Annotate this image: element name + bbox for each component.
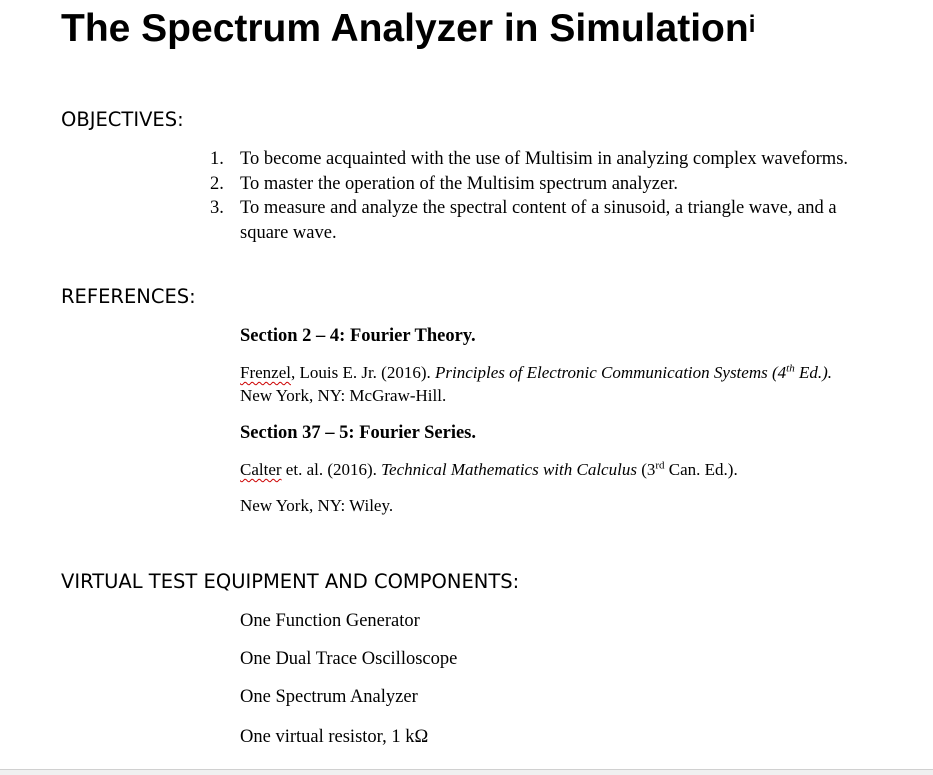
footnote-mark[interactable]: i: [748, 11, 756, 38]
book-title-text: Principles of Electronic Communication Systems (4: [435, 363, 787, 382]
equipment-item: One virtual resistor, 1 kΩ: [240, 727, 429, 747]
book-title-frenzel: [435, 363, 832, 382]
equipment-heading: VIRTUAL TEST EQUIPMENT AND COMPONENTS:: [61, 570, 520, 593]
reference-text: et. al. (2016).: [281, 460, 382, 479]
objectives-heading: OBJECTIVES:: [61, 108, 184, 131]
section-fourier-series-title: Section 37 – 5: Fourier Series.: [240, 423, 477, 443]
list-item: [210, 172, 850, 197]
section-fourier-theory-title: Section 2 – 4: Fourier Theory.: [240, 326, 476, 346]
equipment-item: One Function Generator: [240, 611, 420, 631]
author-frenzel: Frenzel: [240, 363, 291, 382]
edition-superscript: rd: [655, 459, 665, 472]
references-heading: REFERENCES:: [61, 285, 196, 308]
edition-superscript: th: [786, 362, 795, 375]
document-title-text: The Spectrum Analyzer in Simulation: [61, 7, 749, 50]
edition-text: Ed.).: [794, 363, 832, 382]
publisher-text: New York, NY: McGraw-Hill.: [240, 386, 447, 405]
author-calter: Calter: [240, 460, 282, 479]
edition-text: Can. Ed.).: [664, 460, 738, 479]
edition-text: (3: [636, 460, 656, 479]
list-item-number: 2.: [210, 173, 224, 194]
list-item: [210, 147, 850, 172]
list-item: [210, 196, 850, 245]
objectives-list: [210, 147, 850, 245]
equipment-item: One Dual Trace Oscilloscope: [240, 649, 458, 669]
list-item-text: To become acquainted with the use of Multisim in analyzing complex waveforms.: [240, 149, 849, 169]
list-item-number: 1.: [210, 149, 224, 169]
reference-calter-publisher: New York, NY: Wiley.: [240, 496, 394, 515]
equipment-item: One Spectrum Analyzer: [240, 687, 418, 707]
reference-calter: [240, 458, 840, 481]
list-item-text: To master the operation of the Multisim spectrum analyzer.: [240, 173, 678, 194]
reference-text: , Louis E. Jr. (2016).: [290, 363, 436, 382]
document-title: [61, 4, 755, 54]
book-title-calter: Technical Mathematics with Calculus: [381, 460, 637, 479]
window-bottom-edge: [0, 769, 933, 775]
list-item-number: 3.: [210, 198, 224, 218]
reference-frenzel: [240, 361, 840, 407]
list-item-text: To measure and analyze the spectral content of a sinusoid, a triangle wave, and a square wave.: [240, 198, 837, 243]
